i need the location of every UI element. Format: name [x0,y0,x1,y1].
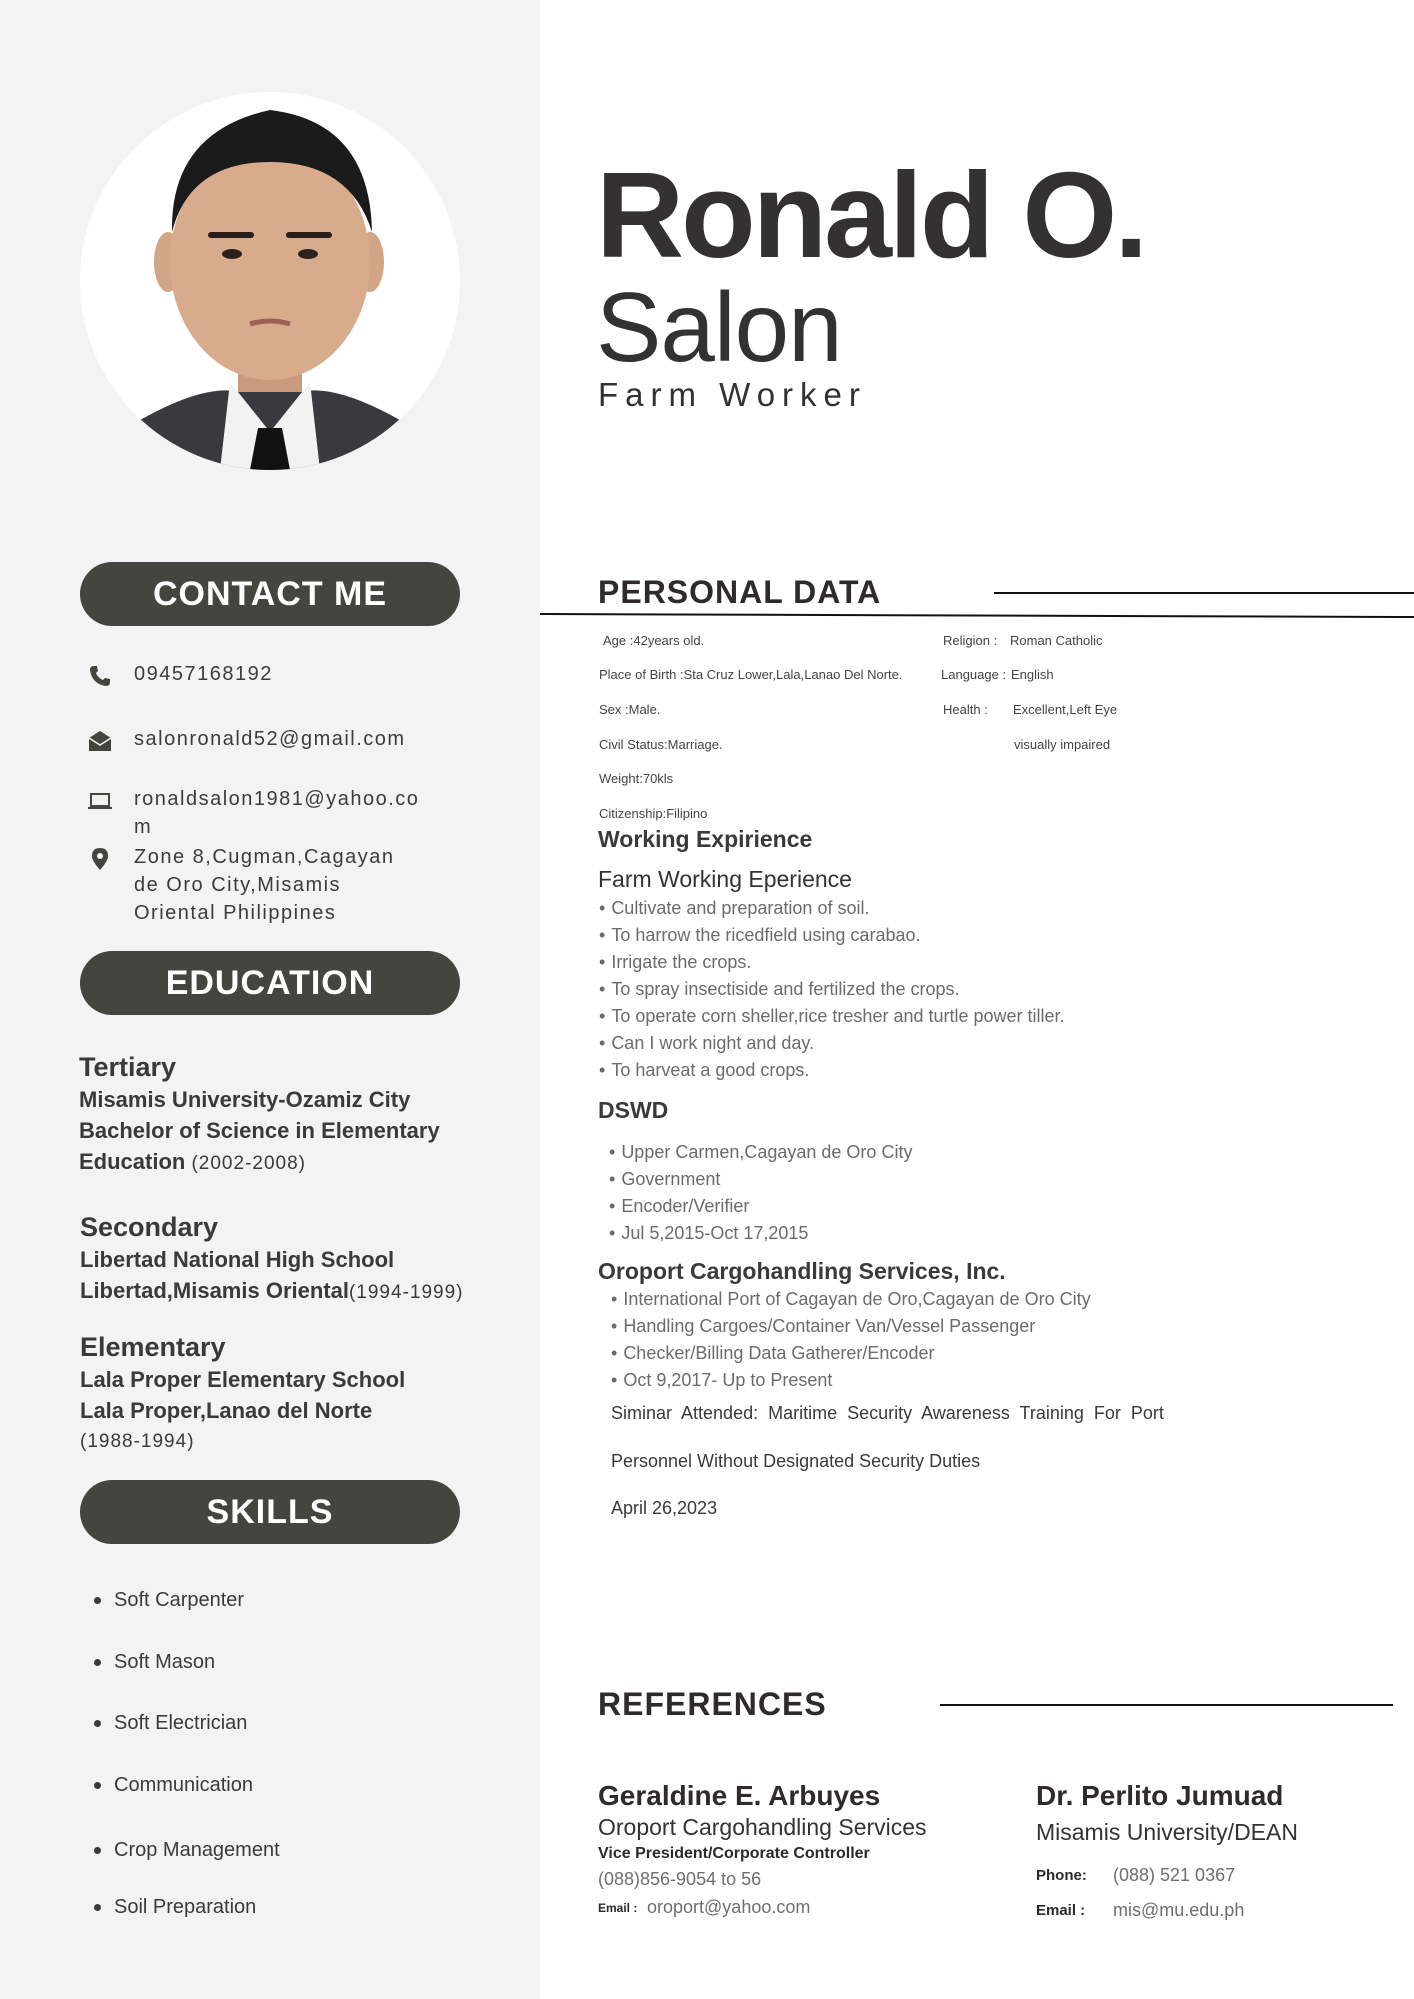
profile-photo [80,92,460,470]
skill-label: Soft Carpenter [114,1589,245,1611]
education-years: (1994-1999) [348,1282,464,1303]
skill-item [94,1774,253,1797]
education-location: Lala Proper,Lanao del Norte [80,1398,373,1423]
education-level: Elementary [80,1332,226,1362]
skill-item [94,1589,244,1612]
laptop-icon [88,789,112,813]
dswd-list [609,1139,912,1247]
reference-position: Vice President/Corporate Controller [598,1845,870,1862]
skill-item [94,1712,247,1735]
farm-experience-heading: Farm Working Eperience [598,866,852,892]
pd-religion: Roman Catholic [1010,633,1103,648]
list-item: • To spray insectiside and fertilized the crops. [599,976,1065,1003]
skill-label: Soft Mason [114,1651,216,1673]
contact-address [88,843,424,927]
bullet-icon [94,1659,101,1666]
pd-civil-status: Civil Status:Marriage. [599,737,723,752]
email-address-alt[interactable]: ronaldsalon1981@yahoo.com [134,788,420,838]
reference-email[interactable]: mis@mu.edu.ph [1113,1900,1245,1920]
first-name: Ronald O. [596,147,1146,283]
seminar-line-1: Siminar Attended: Maritime Security Awareness Training For Port [611,1403,1164,1423]
pd-age: Age :42years old. [603,633,705,648]
seminar-date: April 26,2023 [611,1498,718,1518]
seminar-line-2: Personnel Without Designated Security Duties [611,1451,981,1471]
education-tertiary [79,1050,519,1179]
address: Zone 8,Cugman,Cagayan de Oro City,Misamis Oriental Philippines [134,846,395,924]
references-heading: REFERENCES [598,1686,827,1722]
pd-language-label: Language : [941,667,1007,682]
education-level: Secondary [80,1212,219,1242]
pd-sex: Sex :Male. [599,702,661,717]
farm-experience-list [599,895,1065,1084]
skill-item [94,1651,215,1674]
bullet-icon [94,1720,101,1727]
heading-underline [540,613,1414,618]
bullet-icon [94,1904,101,1911]
reference-name: Dr. Perlito Jumuad [1036,1780,1284,1811]
reference-phone: (088)856-9054 to 56 [598,1869,762,1889]
skills-heading: SKILLS [80,1480,460,1544]
phone-icon [88,664,112,688]
list-item: • Oct 9,2017- Up to Present [611,1367,1091,1394]
oroport-list [611,1286,1091,1394]
work-experience-heading: Working Expirience [598,826,813,852]
person-portrait-icon [80,92,460,470]
email-address[interactable]: salonronald52@gmail.com [134,728,406,750]
pd-citizenship: Citizenship:Filipino [599,806,708,821]
pd-birthplace: Place of Birth :Sta Cruz Lower,Lala,Lanao Del Norte. [599,667,903,682]
education-years: (1988-1994) [80,1431,195,1452]
pd-religion-label: Religion : [943,633,998,648]
list-item: • Upper Carmen,Cagayan de Oro City [609,1139,912,1166]
bullet-icon [94,1847,101,1854]
reference-name: Geraldine E. Arbuyes [598,1780,881,1811]
list-item: • Encoder/Verifier [609,1193,912,1220]
pd-weight: Weight:70kls [599,771,674,786]
education-school: Misamis University-Ozamiz City [79,1087,411,1112]
bullet-icon [94,1782,101,1789]
education-years: (2002-2008) [191,1153,306,1174]
job-title: Farm Worker [598,376,867,413]
contact-phone [88,660,424,688]
pd-language: English [1011,667,1054,682]
sidebar [0,0,540,1999]
dswd-heading: DSWD [598,1097,669,1123]
education-level: Tertiary [79,1052,177,1082]
phone-number[interactable]: 09457168192 [134,663,273,685]
list-item: • To operate corn sheller,rice tresher and turtle power tiller. [599,1003,1065,1030]
pd-health-cont: visually impaired [1014,737,1111,752]
reference-email-label: Email : [598,1901,638,1915]
education-degree-cont: Education [79,1149,186,1174]
heading-divider [994,592,1414,594]
contact-email-alt [88,785,424,841]
list-item: • International Port of Cagayan de Oro,Cagayan de Oro City [611,1286,1091,1313]
reference-phone: (088) 521 0367 [1113,1865,1236,1885]
skill-label: Soft Electrician [114,1712,248,1734]
reference-org: Misamis University/DEAN [1036,1819,1298,1845]
pd-health-label: Health : [943,702,988,717]
reference-org: Oroport Cargohandling Services [598,1814,927,1840]
envelope-icon [88,729,112,753]
reference-email[interactable]: oroport@yahoo.com [647,1897,811,1917]
contact-me-heading: CONTACT ME [80,562,460,626]
skill-item [94,1896,256,1919]
list-item: • Government [609,1166,912,1193]
skill-item [94,1839,280,1862]
contact-email [88,725,424,753]
bullet-icon [94,1597,101,1604]
list-item: • Checker/Billing Data Gatherer/Encoder [611,1340,1091,1367]
pd-health: Excellent,Left Eye [1013,702,1118,717]
heading-divider [940,1704,1393,1706]
list-item: • Can I work night and day. [599,1030,1065,1057]
oroport-heading: Oroport Cargohandling Services, Inc. [598,1258,1006,1284]
education-school: Libertad National High School [80,1247,395,1272]
skill-label: Communication [114,1774,253,1796]
reference-phone-label: Phone: [1036,1867,1087,1884]
list-item: • To harveat a good crops. [599,1057,1065,1084]
list-item: • To harrow the ricedfield using carabao. [599,922,1065,949]
list-item: • Cultivate and preparation of soil. [599,895,1065,922]
map-pin-icon [88,847,112,871]
list-item: • Handling Cargoes/Container Van/Vessel Passenger [611,1313,1091,1340]
education-heading: EDUCATION [80,951,460,1015]
last-name: Salon [596,272,842,382]
education-elementary [80,1330,520,1457]
list-item: • Jul 5,2015-Oct 17,2015 [609,1220,912,1247]
skill-label: Soil Preparation [114,1896,257,1918]
education-degree: Bachelor of Science in Elementary [79,1118,440,1143]
skill-label: Crop Management [114,1839,280,1861]
personal-data-heading: PERSONAL DATA [598,574,882,610]
education-school: Lala Proper Elementary School [80,1367,406,1392]
education-location: Libertad,Misamis Oriental [80,1278,349,1303]
education-secondary [80,1210,520,1308]
reference-email-label: Email : [1036,1902,1086,1919]
list-item: • Irrigate the crops. [599,949,1065,976]
